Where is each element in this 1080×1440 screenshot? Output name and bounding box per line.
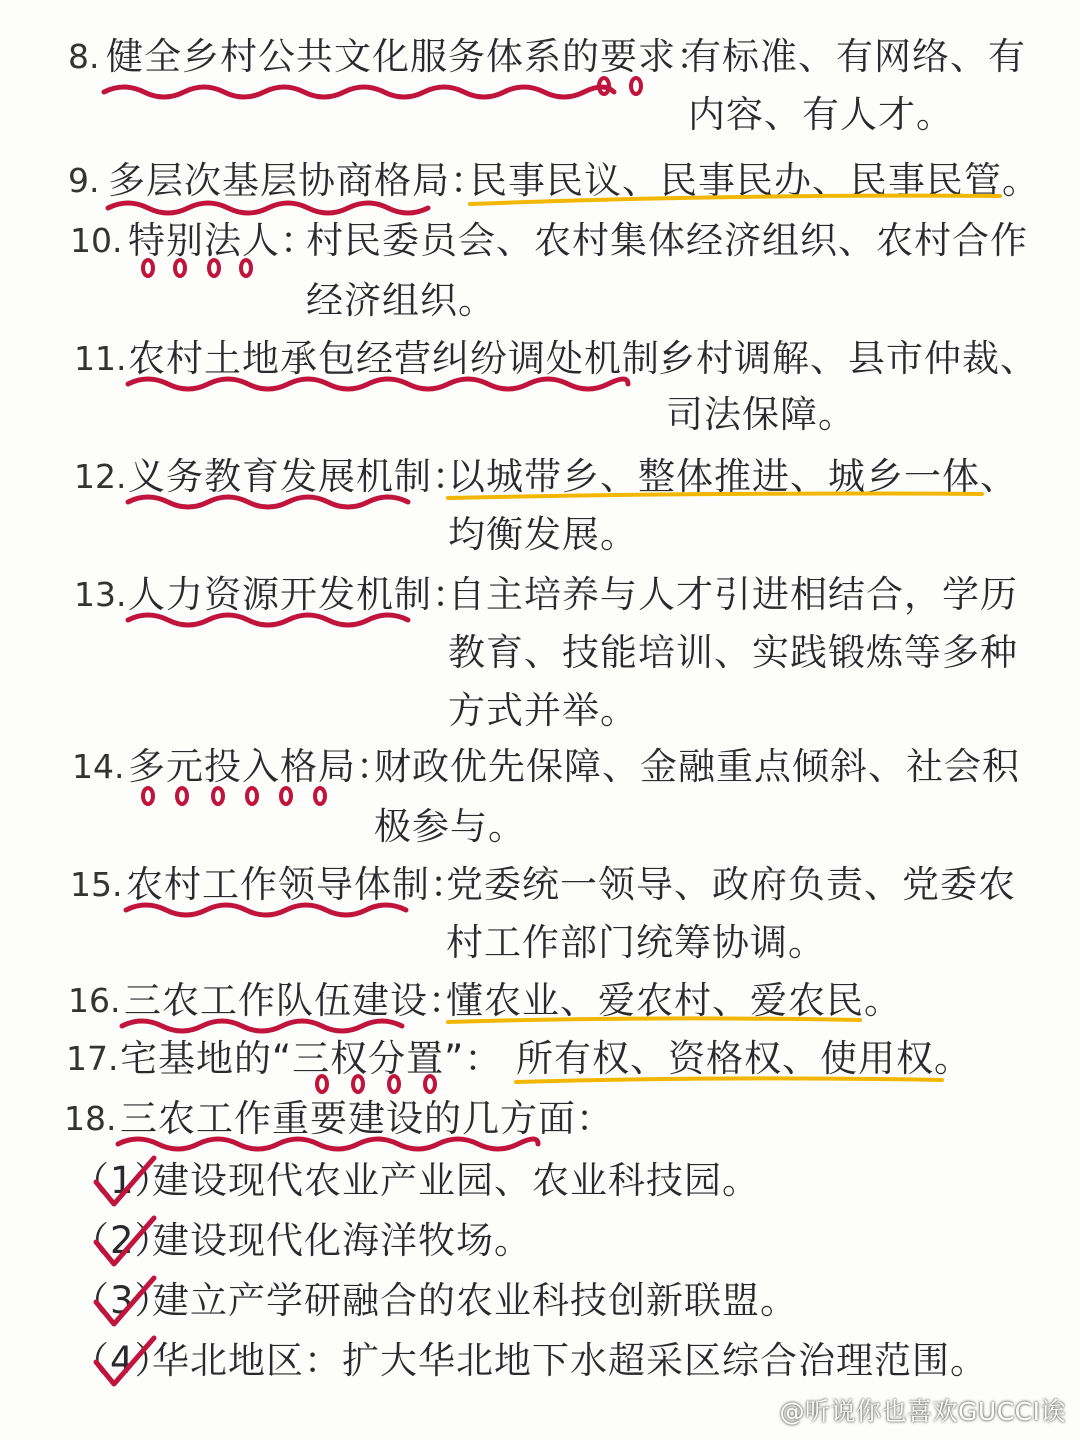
item-key: 农村土地承包经营纠纷调处机制： <box>128 337 698 380</box>
item-value: 财政优先保障、金融重点倾斜、社会积 <box>374 745 1020 788</box>
item-value: 村民委员会、农村集体经济组织、农村合作 <box>306 219 1028 262</box>
item-number: 10. <box>70 221 123 260</box>
item-continuation: 极参与。 <box>374 805 526 848</box>
item-number: 17. <box>66 1039 119 1078</box>
item-number: 15. <box>70 865 123 904</box>
item-key: 三农工作重要建设的几方面： <box>120 1097 614 1140</box>
item-value: 懂农业、爱农村、爱农民。 <box>446 979 902 1022</box>
subitem-text: 华北地区：扩大华北地下水超采区综合治理范围。 <box>152 1339 988 1382</box>
item-continuation: 内容、有人才。 <box>688 93 954 136</box>
item-value: 民事民议、民事民办、民事民管。 <box>470 159 1040 202</box>
subitem-number: （4） <box>72 1339 173 1382</box>
item-number: 9. <box>68 161 100 200</box>
item-value: 以城带乡、整体推进、城乡一体、 <box>448 455 1018 498</box>
item-key: 义务教育发展机制： <box>128 455 470 498</box>
subitem-text: 建设现代农业产业园、农业科技园。 <box>152 1159 760 1202</box>
item-value: 有标准、有网络、有 <box>684 35 1026 78</box>
subitem-text: 建立产学研融合的农业科技创新联盟。 <box>152 1279 798 1322</box>
item-number: 13. <box>74 575 127 614</box>
item-continuation: 教育、技能培训、实践锻炼等多种 <box>448 631 1018 674</box>
item-value: 所有权、资格权、使用权。 <box>516 1037 972 1080</box>
item-number: 18. <box>64 1099 117 1138</box>
subitem-text: 建设现代化海洋牧场。 <box>152 1219 532 1262</box>
item-key: 三农工作队伍建设： <box>124 979 466 1022</box>
item-continuation: 均衡发展。 <box>448 513 638 556</box>
item-continuation: 经济组织。 <box>306 279 496 322</box>
item-continuation: 村工作部门统筹协调。 <box>446 921 826 964</box>
item-key: 人力资源开发机制： <box>128 573 470 616</box>
subitem-number: （1） <box>72 1159 173 1202</box>
watermark: @听说你也喜欢GUCCI诶 <box>779 1397 1066 1426</box>
item-key: 特别法人： <box>128 219 318 262</box>
item-continuation: 方式并举。 <box>448 689 638 732</box>
item-number: 11. <box>74 339 127 378</box>
item-number: 16. <box>68 981 121 1020</box>
item-key: 农村工作领导体制： <box>126 863 468 906</box>
item-continuation: 司法保障。 <box>666 393 856 436</box>
item-value: 党委统一领导、政府负责、党委农 <box>446 863 1016 906</box>
item-number: 14. <box>72 747 125 786</box>
item-key: 多元投入格局： <box>128 745 394 788</box>
item-number: 8. <box>68 37 100 76</box>
subitem-number: （2） <box>72 1219 173 1262</box>
item-key: 健全乡村公共文化服务体系的要求： <box>106 35 714 78</box>
item-key: 宅基地的“三权分置”： <box>120 1037 503 1080</box>
subitem-number: （3） <box>72 1279 173 1322</box>
item-number: 12. <box>74 457 127 496</box>
item-value: 乡村调解、县市仲裁、 <box>658 337 1038 380</box>
red-wavy-underline <box>104 87 614 97</box>
item-value: 自主培养与人才引进相结合，学历 <box>448 573 1018 616</box>
item-key: 多层次基层协商格局： <box>108 159 488 202</box>
